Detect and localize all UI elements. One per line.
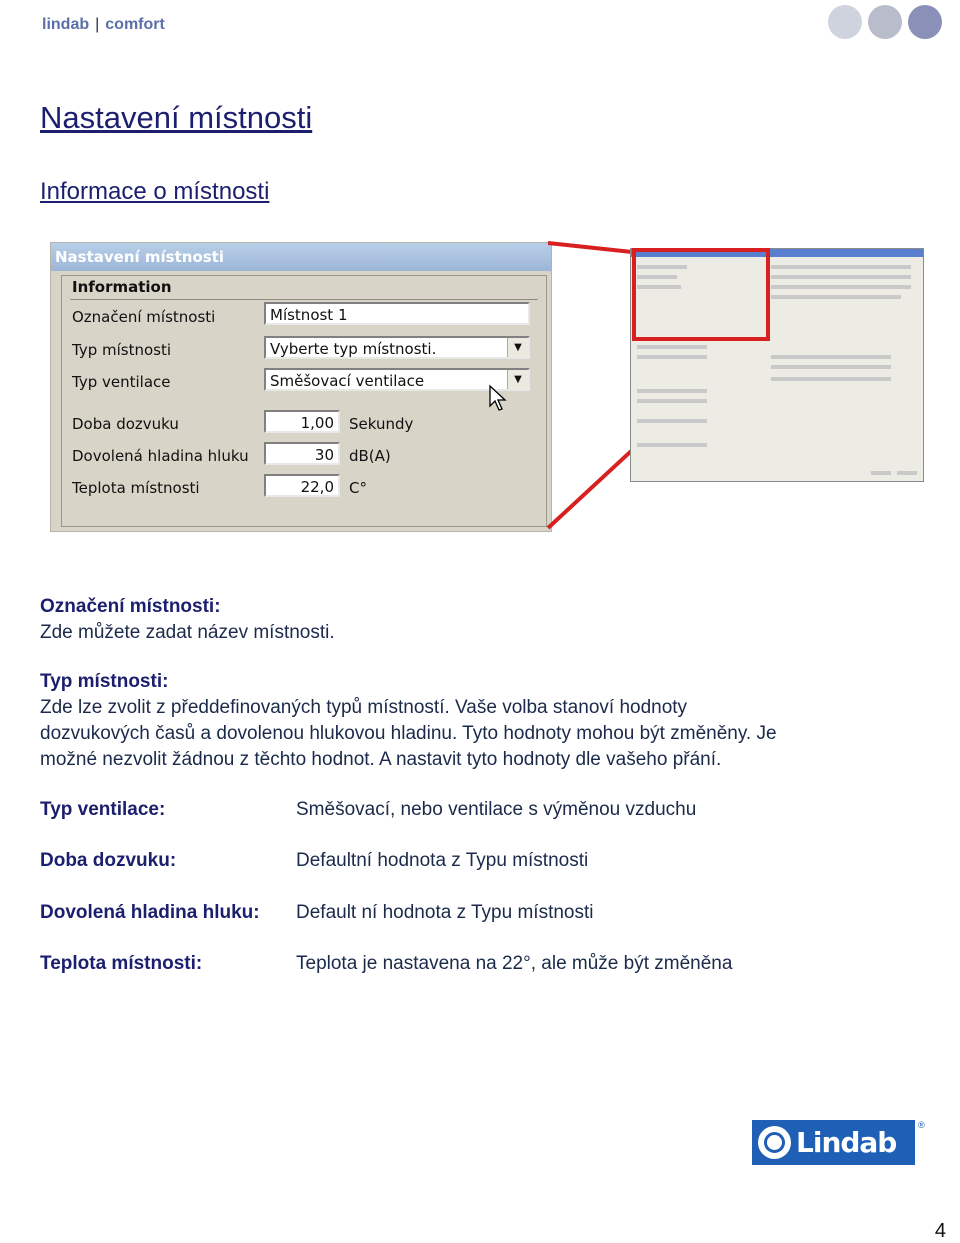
brand-lindab: lindab [42,16,90,33]
brand-separator: | [95,16,100,33]
section-text-line: možné nezvolit žádnou z těchto hodnot. A nastavit tyto hodnoty dle vašeho přání. [40,749,722,770]
room-temperature-input[interactable]: 22,0 [264,474,340,497]
thumb-line [637,345,707,349]
room-label-label: Označení místnosti [72,308,216,326]
room-label-input[interactable]: Místnost 1 [264,302,530,325]
ventilation-type-label: Typ ventilace [72,373,171,391]
ventilation-type-term: Typ ventilace: [40,799,166,820]
logo-text: Lindab [796,1126,897,1159]
information-heading: Information [72,278,172,296]
room-type-value: Vyberte typ místnosti. [270,340,437,358]
noise-level-label: Dovolená hladina hluku [72,447,249,465]
room-temperature-label: Teplota místnosti [72,479,200,497]
chevron-down-icon[interactable]: ▼ [507,338,528,357]
reverb-time-unit: Sekundy [349,415,414,433]
noise-level-term: Dovolená hladina hluku: [40,902,260,923]
ventilation-type-desc: Směšovací, nebo ventilace s výměnou vzduchu [296,799,697,820]
reverb-time-input[interactable]: 1,00 [264,410,340,433]
dialog-title: Nastavení místnosti [51,243,551,271]
noise-level-unit: dB(A) [349,447,391,465]
thumb-line [771,275,911,279]
thumb-line [771,265,911,269]
section-text: Zde můžete zadat název místnosti. [40,622,335,643]
thumb-line [637,355,707,359]
noise-level-desc: Default ní hodnota z Typu místnosti [296,902,594,923]
thumb-line [771,295,901,299]
room-type-section [40,669,777,773]
room-temperature-desc: Teplota je nastavena na 22°, ale může být změněna [296,953,733,974]
section-text-line: Zde lze zvolit z předdefinovaných typů místností. Vaše volba stanoví hodnoty [40,697,688,718]
section-label: Označení místnosti: [40,596,221,617]
thumb-line [771,377,891,381]
page-number: 4 [934,1220,946,1242]
chevron-down-icon[interactable]: ▼ [507,370,528,389]
thumb-line [637,389,707,393]
thumb-line [771,285,911,289]
logo-registered: ® [918,1120,925,1130]
ventilation-type-value: Směšovací ventilace [270,372,425,390]
brand-comfort: comfort [105,16,165,33]
logo-mark-icon [758,1126,791,1159]
thumb-button [897,471,917,475]
room-temperature-term: Teplota místnosti: [40,953,203,974]
page-title: Nastavení místnosti [40,100,313,135]
reverb-time-term: Doba dozvuku: [40,850,177,871]
reverb-time-desc: Defaultní hodnota z Typu místnosti [296,850,589,871]
room-temperature-unit: C° [349,479,367,497]
highlight-box [632,248,770,341]
lindab-logo [752,1120,915,1165]
section-text-line: dozvukových časů a dovolenou hlukovou hladinu. Tyto hodnoty mohou být změněny. Je [40,723,777,744]
page-subtitle: Informace o místnosti [40,178,270,205]
thumb-line [637,419,707,423]
thumb-line [637,443,707,447]
thumb-button [871,471,891,475]
thumb-line [771,355,891,359]
noise-level-input[interactable]: 30 [264,442,340,465]
thumb-line [771,365,891,369]
section-label: Typ místnosti: [40,671,169,692]
room-label-section [40,594,335,646]
room-type-label: Typ místnosti [72,341,172,359]
thumb-line [637,399,707,403]
reverb-time-label: Doba dozvuku [72,415,179,433]
